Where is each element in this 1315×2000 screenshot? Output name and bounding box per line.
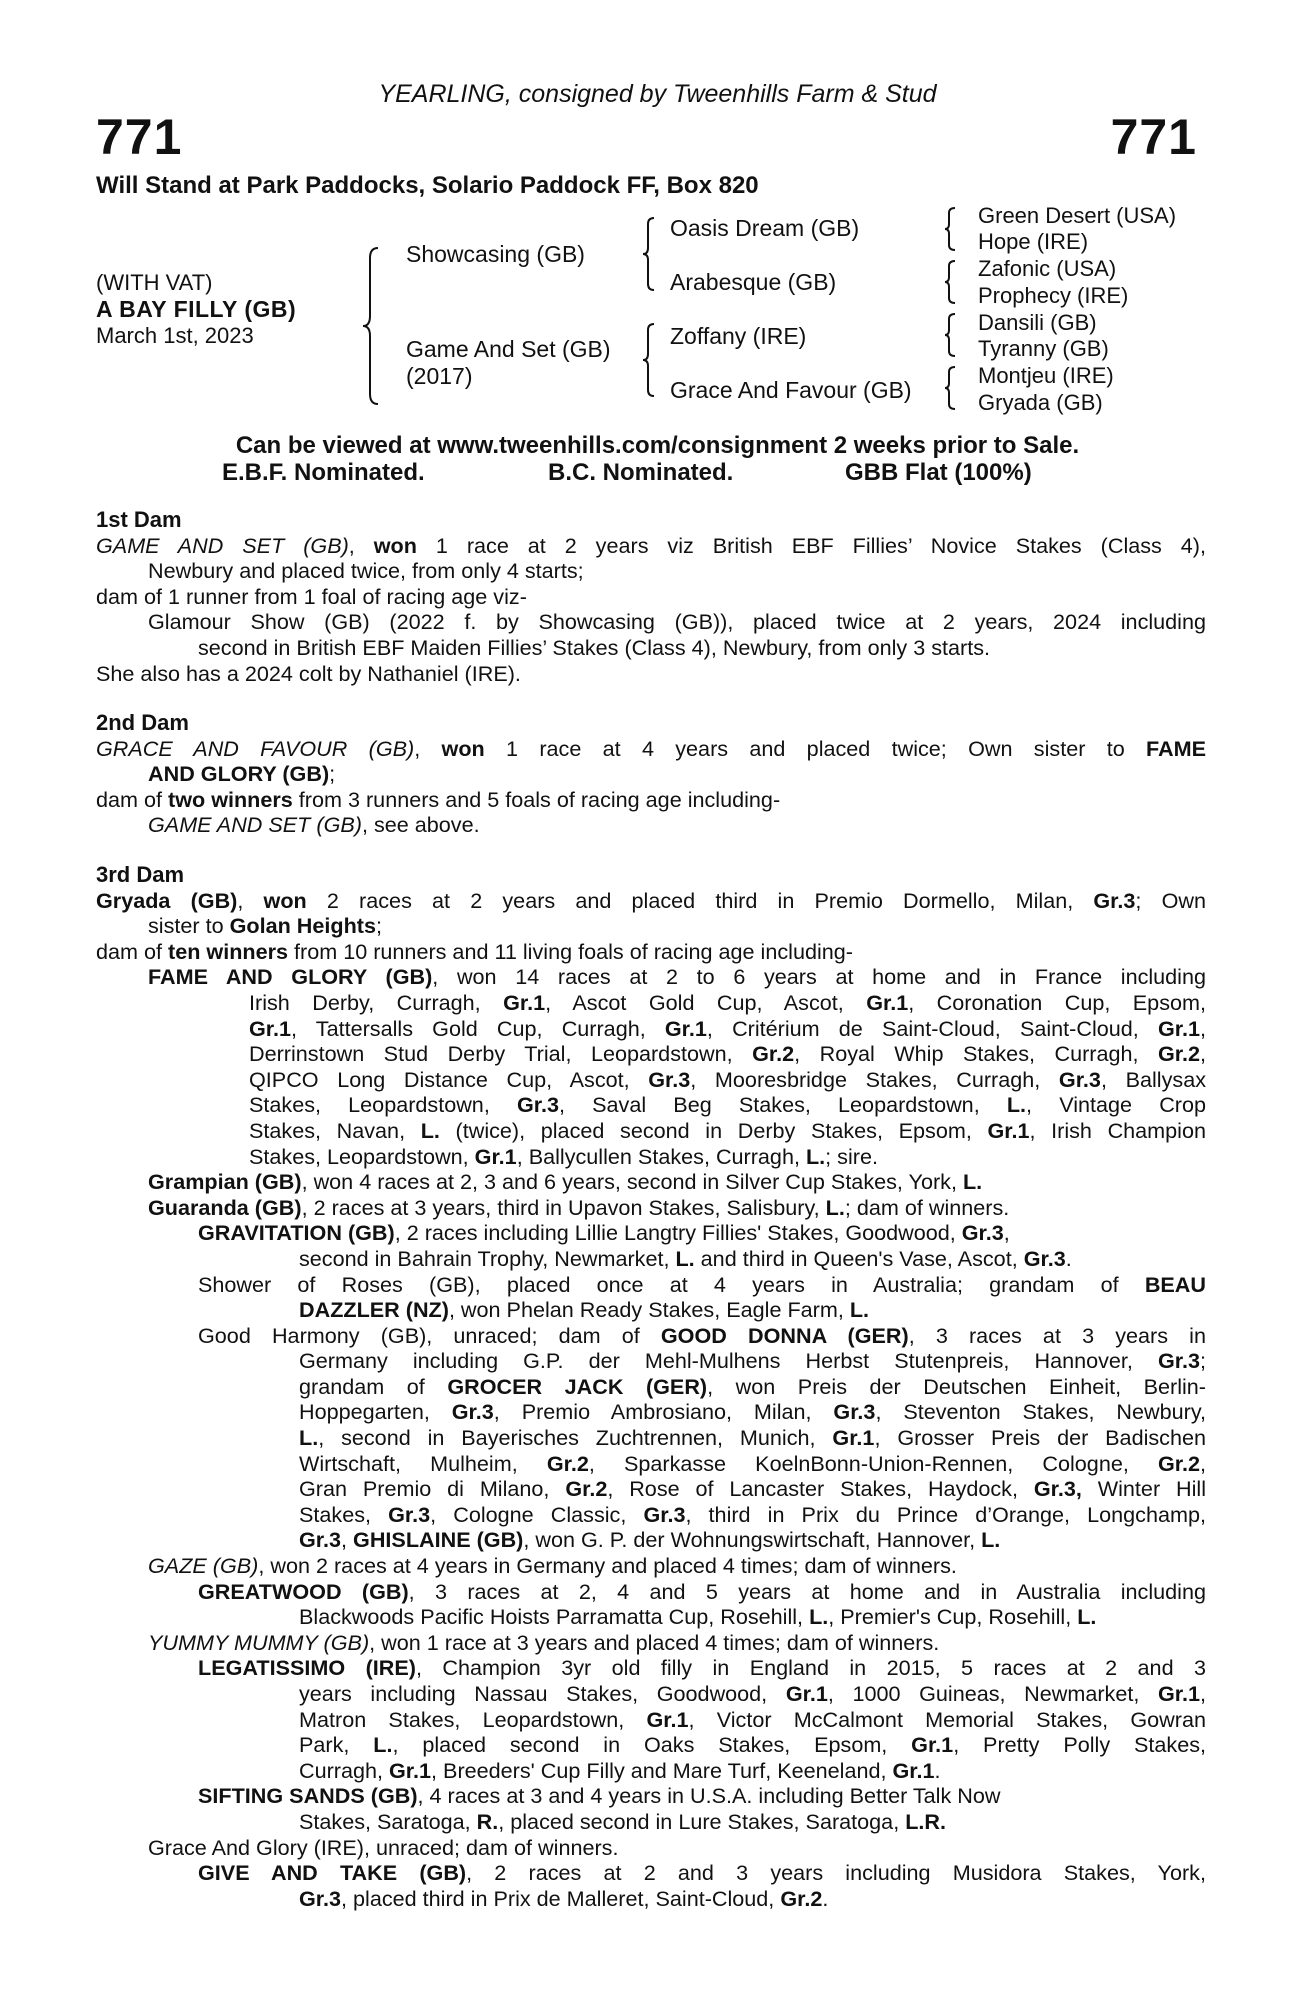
pedigree-g3-1: Green Desert (USA) bbox=[978, 203, 1177, 228]
vat-note: (WITH VAT) bbox=[96, 270, 213, 295]
pedigree-brace-dam bbox=[640, 322, 658, 398]
third-dam-line: years including Nassau Stakes, Goodwood, Gr.1, 1000 Guineas, Newmarket, Gr.1, bbox=[299, 1681, 1207, 1706]
first-dam-line: She also has a 2024 colt by Nathaniel (IRE). bbox=[96, 660, 521, 686]
pedigree-sire: Showcasing (GB) bbox=[406, 241, 585, 267]
bc-nomination: B.C. Nominated. bbox=[548, 459, 734, 486]
third-dam-line: Gran Premio di Milano, Gr.2, Rose of Lancaster Stakes, Haydock, Gr.3, Winter Hill bbox=[299, 1476, 1206, 1502]
third-dam-line: QIPCO Long Distance Cup, Ascot, Gr.3, Mooresbridge Stakes, Curragh, Gr.3, Ballysax bbox=[249, 1066, 1206, 1092]
pedigree-g3-4: Prophecy (IRE) bbox=[978, 283, 1129, 308]
third-dam-line: Good Harmony (GB), unraced; dam of GOOD DONNA (GER), 3 races at 3 years in bbox=[198, 1322, 1206, 1348]
pedigree-brace-sire bbox=[640, 216, 658, 292]
pedigree-dam-sire: Zoffany (IRE) bbox=[670, 323, 807, 349]
third-dam-line: Grace And Glory (IRE), unraced; dam of winners. bbox=[148, 1834, 619, 1860]
third-dam-line: Blackwoods Pacific Hoists Parramatta Cup, Rosehill, L., Premier's Cup, Rosehill, L. bbox=[299, 1604, 1097, 1630]
third-dam-line: L., second in Bayerisches Zuchtrennen, Munich, Gr.1, Grosser Preis der Badischen bbox=[299, 1425, 1206, 1451]
pedigree-brace-zoffany bbox=[942, 312, 958, 358]
third-dam-line: Grampian (GB), won 4 races at 2, 3 and 6 years, second in Silver Cup Stakes, York, L. bbox=[148, 1169, 983, 1195]
pedigree-brace-arabesque bbox=[942, 259, 958, 305]
second-dam-line: AND GLORY (GB); bbox=[148, 761, 336, 787]
first-dam-line: GAME AND SET (GB), won 1 race at 2 years viz British EBF Fillies’ Novice Stakes (Class 4), bbox=[96, 532, 1206, 558]
lot-number-left: 771 bbox=[96, 109, 183, 165]
pedigree-brace-oasis-dream bbox=[942, 206, 958, 252]
third-dam-line: sister to Golan Heights; bbox=[148, 913, 382, 939]
foaling-date: March 1st, 2023 bbox=[96, 323, 254, 348]
first-dam-section bbox=[96, 507, 1206, 686]
third-dam-line: Gryada (GB), won 2 races at 2 years and placed third in Premio Dormello, Milan, Gr.3; Own bbox=[96, 887, 1206, 913]
pedigree-g3-7: Montjeu (IRE) bbox=[978, 363, 1114, 388]
second-dam-section bbox=[96, 710, 1206, 838]
horse-name: A BAY FILLY (GB) bbox=[96, 296, 297, 322]
third-dam-line: YUMMY MUMMY (GB), won 1 race at 3 years and placed 4 times; dam of winners. bbox=[148, 1629, 940, 1655]
third-dam-line: Germany including G.P. der Mehl-Mulhens Herbst Stutenpreis, Hannover, Gr.3; bbox=[299, 1348, 1206, 1374]
ebf-nomination: E.B.F. Nominated. bbox=[222, 459, 425, 486]
third-dam-line: GREATWOOD (GB), 3 races at 2, 4 and 5 years at home and in Australia including bbox=[198, 1578, 1206, 1604]
third-dam-line: Stakes, Saratoga, R., placed second in Lure Stakes, Saratoga, L.R. bbox=[299, 1808, 946, 1834]
third-dam-line: Shower of Roses (GB), placed once at 4 years in Australia; grandam of BEAU bbox=[198, 1271, 1206, 1297]
third-dam-line: GRAVITATION (GB), 2 races including Lillie Langtry Fillies' Stakes, Goodwood, Gr.3, bbox=[198, 1220, 1010, 1246]
first-dam-heading: 1st Dam bbox=[96, 507, 182, 532]
first-dam-line: Glamour Show (GB) (2022 f. by Showcasing (GB)), placed twice at 2 years, 2024 including bbox=[148, 609, 1206, 635]
third-dam-line: Matron Stakes, Leopardstown, Gr.1, Victor McCalmont Memorial Stakes, Gowran bbox=[299, 1706, 1206, 1732]
third-dam-line: Wirtschaft, Mulheim, Gr.2, Sparkasse KoelnBonn-Union-Rennen, Cologne, Gr.2, bbox=[299, 1450, 1206, 1476]
pedigree-dam-dam: Grace And Favour (GB) bbox=[670, 377, 912, 403]
first-dam-line: Newbury and placed twice, from only 4 starts; bbox=[148, 558, 584, 584]
third-dam-line: second in Bahrain Trophy, Newmarket, L. and third in Queen's Vase, Ascot, Gr.3. bbox=[299, 1245, 1072, 1271]
pedigree-g3-6: Tyranny (GB) bbox=[978, 336, 1109, 361]
pedigree-sire-dam: Arabesque (GB) bbox=[670, 269, 837, 295]
pedigree-g3-3: Zafonic (USA) bbox=[978, 256, 1117, 281]
pedigree-g3-2: Hope (IRE) bbox=[978, 229, 1089, 254]
third-dam-heading: 3rd Dam bbox=[96, 862, 185, 887]
second-dam-line: GAME AND SET (GB), see above. bbox=[148, 812, 480, 838]
third-dam-line: Stakes, Leopardstown, Gr.1, Ballycullen Stakes, Curragh, L.; sire. bbox=[249, 1143, 878, 1169]
first-dam-line: second in British EBF Maiden Fillies’ Stakes (Class 4), Newbury, from only 3 starts. bbox=[198, 634, 991, 660]
third-dam-section bbox=[96, 862, 1206, 1911]
third-dam-line: Hoppegarten, Gr.3, Premio Ambrosiano, Milan, Gr.3, Steventon Stakes, Newbury, bbox=[299, 1399, 1207, 1425]
third-dam-line: dam of ten winners from 10 runners and 11 living foals of racing age including- bbox=[96, 938, 853, 964]
pedigree-sire-sire: Oasis Dream (GB) bbox=[670, 215, 860, 241]
pedigree-brace-first-generation bbox=[360, 246, 384, 406]
gbb-rating: GBB Flat (100%) bbox=[845, 459, 1032, 486]
third-dam-line: Stakes, Leopardstown, Gr.3, Saval Beg Stakes, Leopardstown, L., Vintage Crop bbox=[249, 1092, 1206, 1118]
third-dam-line: GAZE (GB), won 2 races at 4 years in Germany and placed 4 times; dam of winners. bbox=[148, 1553, 957, 1579]
third-dam-line: LEGATISSIMO (IRE), Champion 3yr old filly in England in 2015, 5 races at 2 and 3 bbox=[198, 1655, 1207, 1681]
third-dam-line: Curragh, Gr.1, Breeders' Cup Filly and Mare Turf, Keeneland, Gr.1. bbox=[299, 1757, 941, 1783]
second-dam-line: GRACE AND FAVOUR (GB), won 1 race at 4 years and placed twice; Own sister to FAME bbox=[96, 735, 1206, 761]
third-dam-line: Irish Derby, Curragh, Gr.1, Ascot Gold Cup, Ascot, Gr.1, Coronation Cup, Epsom, bbox=[249, 989, 1206, 1015]
pedigree-g3-5: Dansili (GB) bbox=[978, 310, 1097, 335]
third-dam-line: SIFTING SANDS (GB), 4 races at 3 and 4 years in U.S.A. including Better Talk Now bbox=[198, 1783, 1001, 1809]
third-dam-line: Stakes, Navan, L. (twice), placed second in Derby Stakes, Epsom, Gr.1, Irish Champion bbox=[249, 1117, 1206, 1143]
pedigree-g3-8: Gryada (GB) bbox=[978, 390, 1103, 415]
third-dam-line: grandam of GROCER JACK (GER), won Preis der Deutschen Einheit, Berlin- bbox=[299, 1373, 1206, 1399]
third-dam-line: FAME AND GLORY (GB), won 14 races at 2 to 6 years at home and in France including bbox=[148, 964, 1207, 990]
third-dam-line: Derrinstown Stud Derby Trial, Leopardstown, Gr.2, Royal Whip Stakes, Curragh, Gr.2, bbox=[249, 1041, 1206, 1067]
first-dam-line: dam of 1 runner from 1 foal of racing age viz- bbox=[96, 583, 527, 609]
third-dam-line: DAZZLER (NZ), won Phelan Ready Stakes, Eagle Farm, L. bbox=[299, 1297, 870, 1323]
third-dam-line: Gr.3, GHISLAINE (GB), won G. P. der Wohnungswirtschaft, Hannover, L. bbox=[299, 1527, 1001, 1553]
third-dam-line: Gr.3, placed third in Prix de Malleret, Saint-Cloud, Gr.2. bbox=[299, 1885, 829, 1911]
lot-number-right: 771 bbox=[1110, 109, 1197, 165]
pedigree-brace-grace-and-favour bbox=[942, 365, 958, 411]
pedigree-dam: Game And Set (GB) bbox=[406, 336, 611, 362]
second-dam-heading: 2nd Dam bbox=[96, 710, 189, 735]
pedigree-dam-year: (2017) bbox=[406, 363, 473, 389]
third-dam-line: Gr.1, Tattersalls Gold Cup, Curragh, Gr.1, Critérium de Saint-Cloud, Saint-Cloud, Gr.1, bbox=[249, 1015, 1206, 1041]
catalogue-subtitle: YEARLING, consigned by Tweenhills Farm & Stud bbox=[378, 80, 937, 108]
third-dam-line: GIVE AND TAKE (GB), 2 races at 2 and 3 years including Musidora Stakes, York, bbox=[198, 1860, 1206, 1886]
third-dam-line: Stakes, Gr.3, Cologne Classic, Gr.3, third in Prix du Prince d’Orange, Longchamp, bbox=[299, 1501, 1206, 1527]
second-dam-line: dam of two winners from 3 runners and 5 foals of racing age including- bbox=[96, 786, 781, 812]
third-dam-line: Park, L., placed second in Oaks Stakes, Epsom, Gr.1, Pretty Polly Stakes, bbox=[299, 1732, 1206, 1758]
third-dam-line: Guaranda (GB), 2 races at 3 years, third in Upavon Stakes, Salisbury, L.; dam of winners. bbox=[148, 1194, 1010, 1220]
stabling-location: Will Stand at Park Paddocks, Solario Paddock FF, Box 820 bbox=[96, 172, 759, 199]
viewing-notice: Can be viewed at www.tweenhills.com/consignment 2 weeks prior to Sale. bbox=[235, 432, 1080, 459]
